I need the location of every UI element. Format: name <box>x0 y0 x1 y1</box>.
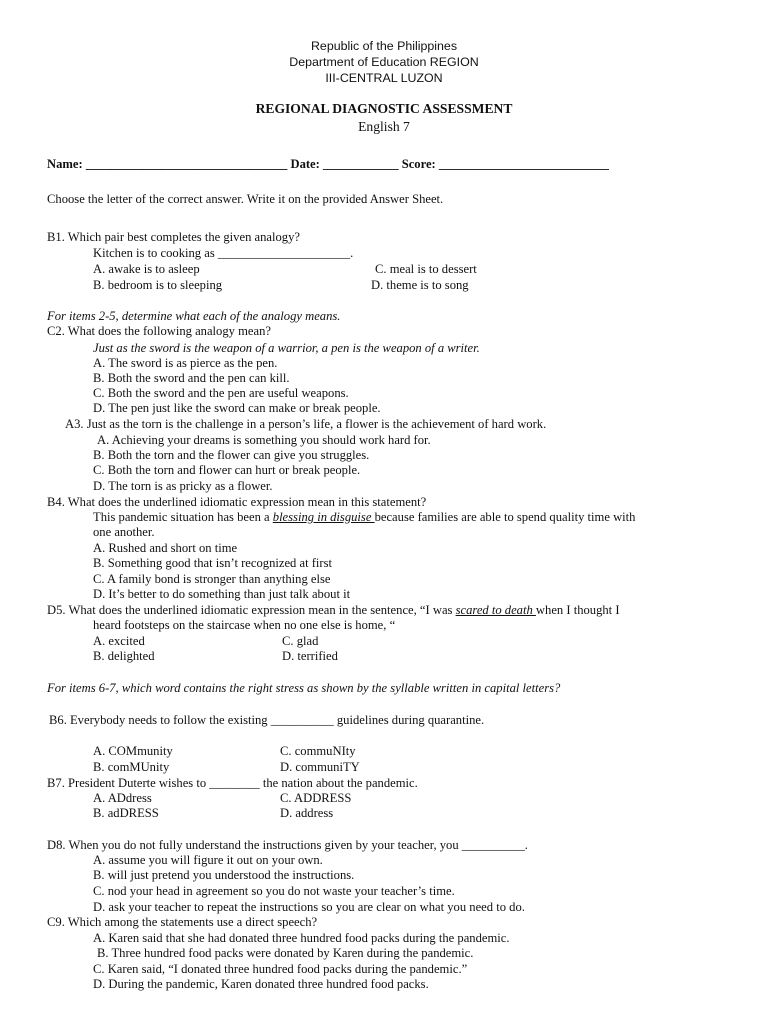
question-6-option-a[interactable]: A. COMmunity <box>93 744 173 758</box>
question-5-stem-continued: heard footsteps on the staircase when no one else is home, “ <box>93 618 396 632</box>
question-9-option-a[interactable]: A. Karen said that she had donated three hundred food packs during the pandemic. <box>93 931 510 945</box>
question-3-option-b[interactable]: B. Both the torn and the flower can give you struggles. <box>93 448 370 462</box>
question-4-prompt-pre: This pandemic situation has been a <box>93 510 273 524</box>
question-5-option-a[interactable]: A. excited <box>93 634 145 648</box>
question-9-option-b[interactable]: B. Three hundred food packs were donated by Karen during the pandemic. <box>97 946 474 960</box>
question-3-option-a[interactable]: A. Achieving your dreams is something you should work hard for. <box>97 433 431 447</box>
header-department: Department of Education REGION <box>289 55 479 69</box>
question-1-option-c[interactable]: C. meal is to dessert <box>375 262 477 276</box>
question-6-option-c[interactable]: C. commuNIty <box>280 744 356 758</box>
question-5-option-c[interactable]: C. glad <box>282 634 319 648</box>
question-4-option-c[interactable]: C. A family bond is stronger than anything else <box>93 572 331 586</box>
question-8-option-b[interactable]: B. will just pretend you understood the instructions. <box>93 868 355 882</box>
question-9-option-c[interactable]: C. Karen said, “I donated three hundred food packs during the pandemic.” <box>93 962 468 976</box>
question-2-option-a[interactable]: A. The sword is as pierce as the pen. <box>93 356 278 370</box>
name-label: Name: <box>47 157 86 171</box>
document-title: REGIONAL DIAGNOSTIC ASSESSMENT <box>255 101 513 116</box>
directions-items-2-5: For items 2-5, determine what each of the analogy means. <box>47 309 341 323</box>
question-7-option-c[interactable]: C. ADDRESS <box>280 791 352 805</box>
question-8-option-a[interactable]: A. assume you will figure it out on your own. <box>93 853 323 867</box>
question-4-idiom: blessing in disguise <box>272 510 375 524</box>
question-6-option-d[interactable]: D. communiTY <box>280 760 360 774</box>
question-5-stem <box>47 603 620 618</box>
question-4-option-b[interactable]: B. Something good that isn’t recognized at first <box>93 556 333 570</box>
question-5-option-d[interactable]: D. terrified <box>282 649 338 663</box>
date-label: Date: <box>287 157 323 171</box>
question-2-option-d[interactable]: D. The pen just like the sword can make or break people. <box>93 401 381 415</box>
question-8-option-c[interactable]: C. nod your head in agreement so you do not waste your teacher’s time. <box>93 884 455 898</box>
question-4-stem: B4. What does the underlined idiomatic expression mean in this statement? <box>47 495 427 509</box>
score-label: Score: <box>398 157 439 171</box>
score-field[interactable]: ___________________________ <box>438 157 609 171</box>
question-4-prompt-continued: one another. <box>93 525 155 539</box>
question-6-stem: B6. Everybody needs to follow the existing __________ guidelines during quarantine. <box>49 713 485 727</box>
question-5-stem-post: when I thought I <box>535 603 620 617</box>
question-3-option-d[interactable]: D. The torn is as pricky as a flower. <box>93 479 273 493</box>
question-7-stem: B7. President Duterte wishes to ________ the nation about the pandemic. <box>47 776 418 790</box>
question-2-stem: C2. What does the following analogy mean? <box>47 324 271 338</box>
question-6-option-b[interactable]: B. comMUnity <box>93 760 170 774</box>
question-5-option-b[interactable]: B. delighted <box>93 649 155 663</box>
question-2-option-c[interactable]: C. Both the sword and the pen are useful weapons. <box>93 386 349 400</box>
question-1-stem: B1. Which pair best completes the given analogy? <box>47 230 300 244</box>
question-4-option-d[interactable]: D. It’s better to do something than just talk about it <box>93 587 351 601</box>
question-4-prompt <box>93 510 635 525</box>
header-republic: Republic of the Philippines <box>310 39 458 53</box>
directions-items-6-7: For items 6-7, which word contains the right stress as shown by the syllable written in capital letters? <box>47 681 561 695</box>
question-2-prompt: Just as the sword is the weapon of a warrior, a pen is the weapon of a writer. <box>93 341 480 355</box>
question-7-option-a[interactable]: A. ADdress <box>93 791 152 805</box>
student-info-line <box>47 157 609 172</box>
question-9-option-d[interactable]: D. During the pandemic, Karen donated three hundred food packs. <box>93 977 429 991</box>
question-1-option-b[interactable]: B. bedroom is to sleeping <box>93 278 223 292</box>
question-7-option-b[interactable]: B. adDRESS <box>93 806 159 820</box>
document-subject: English 7 <box>358 119 410 134</box>
question-1-option-a[interactable]: A. awake is to asleep <box>93 262 200 276</box>
question-1-option-d[interactable]: D. theme is to song <box>371 278 469 292</box>
question-4-prompt-post: because families are able to spend quality time with <box>374 510 636 524</box>
question-8-stem: D8. When you do not fully understand the instructions given by your teacher, you __________. <box>47 838 528 852</box>
question-8-option-d[interactable]: D. ask your teacher to repeat the instructions so you are clear on what you need to do. <box>93 900 525 914</box>
name-field[interactable]: ________________________________ <box>85 157 288 171</box>
question-7-option-d[interactable]: D. address <box>280 806 334 820</box>
question-2-option-b[interactable]: B. Both the sword and the pen can kill. <box>93 371 290 385</box>
date-field[interactable]: ____________ <box>323 157 399 171</box>
question-5-stem-pre: D5. What does the underlined idiomatic expression mean in the sentence, “I was <box>47 603 456 617</box>
question-5-idiom: scared to death <box>455 603 536 617</box>
question-3-stem: A3. Just as the torn is the challenge in a person’s life, a flower is the achievement of hard work. <box>65 417 547 431</box>
question-1-prompt: Kitchen is to cooking as _____________________. <box>93 246 354 260</box>
instructions: Choose the letter of the correct answer. Write it on the provided Answer Sheet. <box>47 192 444 206</box>
question-3-option-c[interactable]: C. Both the torn and flower can hurt or break people. <box>93 463 361 477</box>
header-region: III-CENTRAL LUZON <box>325 71 443 85</box>
question-4-option-a[interactable]: A. Rushed and short on time <box>93 541 238 555</box>
question-9-stem: C9. Which among the statements use a direct speech? <box>47 915 318 929</box>
